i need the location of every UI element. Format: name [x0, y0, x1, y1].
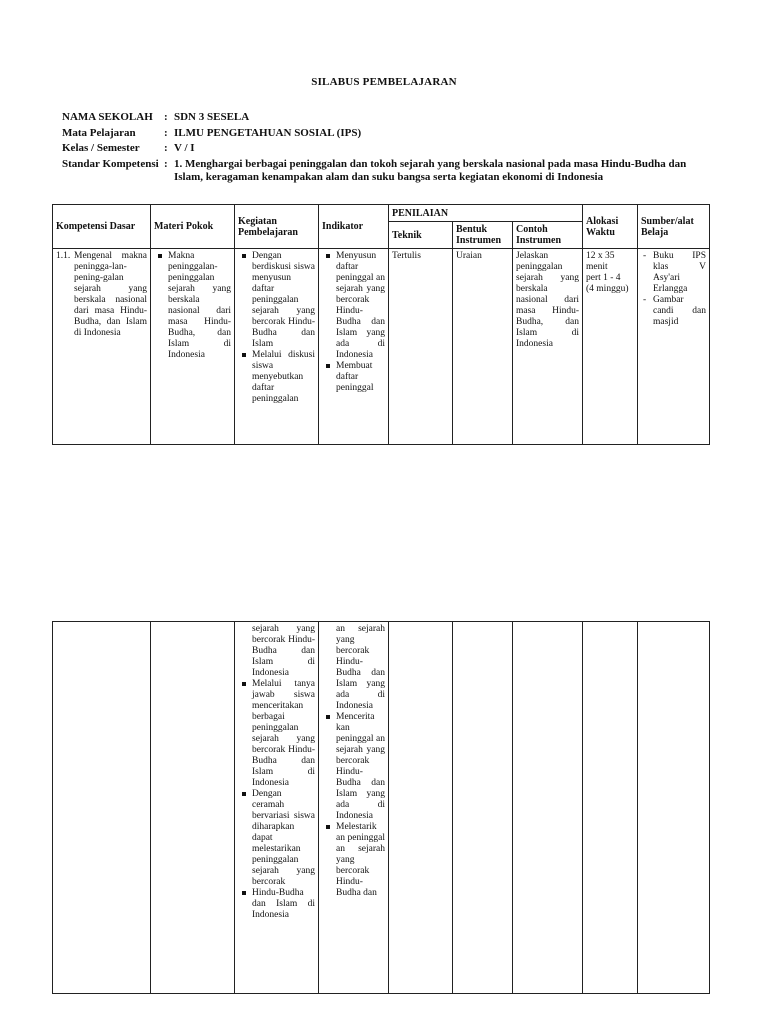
- syllabus-table-continued: [52, 621, 710, 994]
- bentuk-cell: [453, 622, 513, 994]
- header-sumber: Sumber/alat Belaja: [638, 205, 710, 249]
- contoh-cell: Jelaskan peninggalan sejarah yang berskala nasional dari masa Hindu-Budha, dan Islam di Indonesia: [513, 249, 583, 445]
- teknik-cell: Tertulis: [389, 249, 453, 445]
- header-info: [62, 110, 694, 183]
- kegiatan-item: Melalui diskusi siswa menyebutkan daftar peninggalan: [252, 350, 315, 404]
- materi-item: Makna peninggalan-peninggalan sejarah yang berskala nasional dari masa Hindu-Budha, dan Islam di Indonesia: [168, 251, 231, 360]
- header-materi: Materi Pokok: [151, 205, 235, 249]
- colon: :: [164, 126, 168, 139]
- document-title: SILABUS PEMBELAJARAN: [311, 76, 457, 88]
- header-indikator: Indikator: [319, 205, 389, 249]
- kompetensi-cell: [53, 622, 151, 994]
- class-label: Kelas / Semester: [62, 142, 140, 154]
- materi-cell: [151, 249, 235, 445]
- teknik-cell: [389, 622, 453, 994]
- indikator-item: Menyusun daftar peninggal an sejarah yang bercorak Hindu-Budha dan Islam yang ada di Indonesia: [336, 251, 385, 360]
- kegiatan-item: Dengan berdiskusi siswa menyusun daftar peninggalan sejarah yang bercorak Hindu-Budha dan Islam: [252, 251, 315, 349]
- info-row-class: [62, 141, 694, 157]
- alokasi-cell: [583, 622, 638, 994]
- sumber-item: - Gambar candi dan masjid: [653, 295, 706, 328]
- header-alokasi: Alokasi Waktu: [583, 205, 638, 249]
- kd-text: Mengenal makna peningga-lan-pening-galan sejarah yang berskala nasional dari masa Hindu-Budha, dan Islam di Indonesia: [74, 251, 147, 338]
- header-bentuk: Bentuk Instrumen: [453, 222, 513, 249]
- colon: :: [164, 142, 168, 154]
- competency-value: 1. Menghargai berbagai peninggalan dan tokoh sejarah yang berskala nasional pada masa Hindu-Budha dan Islam, keragaman kenampakan alam dan suku bangsa serta kegiatan ekonomi di Indonesia: [174, 157, 687, 183]
- kegiatan-item: Dengan ceramah bervariasi siswa diharapkan dapat melestarikan peninggalan sejarah yang bercorak: [252, 789, 315, 887]
- bentuk-cell: Uraian: [453, 249, 513, 445]
- competency-label: Standar Kompetensi: [62, 157, 159, 170]
- header-contoh: Contoh Instrumen: [513, 222, 583, 249]
- school-label: NAMA SEKOLAH: [62, 111, 153, 123]
- contoh-cell: [513, 622, 583, 994]
- indikator-continued: an sejarah yang bercorak Hindu-Budha dan Islam yang ada di Indonesia: [336, 624, 385, 711]
- header-kegiatan: Kegiatan Pembelajaran: [235, 205, 319, 249]
- kegiatan-item: Hindu-Budha dan Islam di Indonesia: [252, 888, 315, 920]
- kegiatan-item: Melalui tanya jawab siswa menceritakan berbagai peninggalan sejarah yang bercorak Hindu-Budha dan Islam di Indonesia: [252, 679, 315, 788]
- subject-label: Mata Pelajaran: [62, 126, 136, 139]
- kegiatan-cell: [235, 249, 319, 445]
- info-row-school: [62, 110, 694, 126]
- colon: :: [164, 157, 168, 170]
- indikator-item: Melestarik an peninggal an sejarah yang bercorak Hindu-Budha dan: [336, 822, 385, 898]
- syllabus-table: [52, 204, 710, 445]
- indikator-cell: [319, 622, 389, 994]
- indikator-item: Mencerita kan peninggal an sejarah yang bercorak Hindu-Budha dan Islam yang ada di Indonesia: [336, 712, 385, 821]
- alokasi-cell: 12 x 35 menit pert 1 - 4 (4 minggu): [583, 249, 638, 445]
- school-value: SDN 3 SESELA: [174, 111, 250, 123]
- header-kompetensi: Kompetensi Dasar: [53, 205, 151, 249]
- header-penilaian: PENILAIAN: [389, 205, 583, 222]
- kd-number: 1.1.: [56, 251, 71, 261]
- info-row-subject: [62, 126, 694, 142]
- kegiatan-cell: [235, 622, 319, 994]
- indikator-item: Membuat daftar peninggal: [336, 361, 385, 394]
- class-value: V / I: [174, 142, 195, 154]
- kegiatan-continued: sejarah yang bercorak Hindu-Budha dan Islam di Indonesia: [252, 624, 315, 678]
- indikator-cell: [319, 249, 389, 445]
- sumber-cell: [638, 622, 710, 994]
- colon: :: [164, 111, 168, 123]
- info-row-competency: [62, 157, 694, 183]
- kompetensi-cell: [53, 249, 151, 445]
- sumber-item: - Buku IPS klas V Asy'ari Erlangga: [653, 251, 706, 295]
- subject-value: ILMU PENGETAHUAN SOSIAL (IPS): [174, 126, 362, 139]
- materi-cell: [151, 622, 235, 994]
- header-teknik: Teknik: [389, 222, 453, 249]
- sumber-cell: [638, 249, 710, 445]
